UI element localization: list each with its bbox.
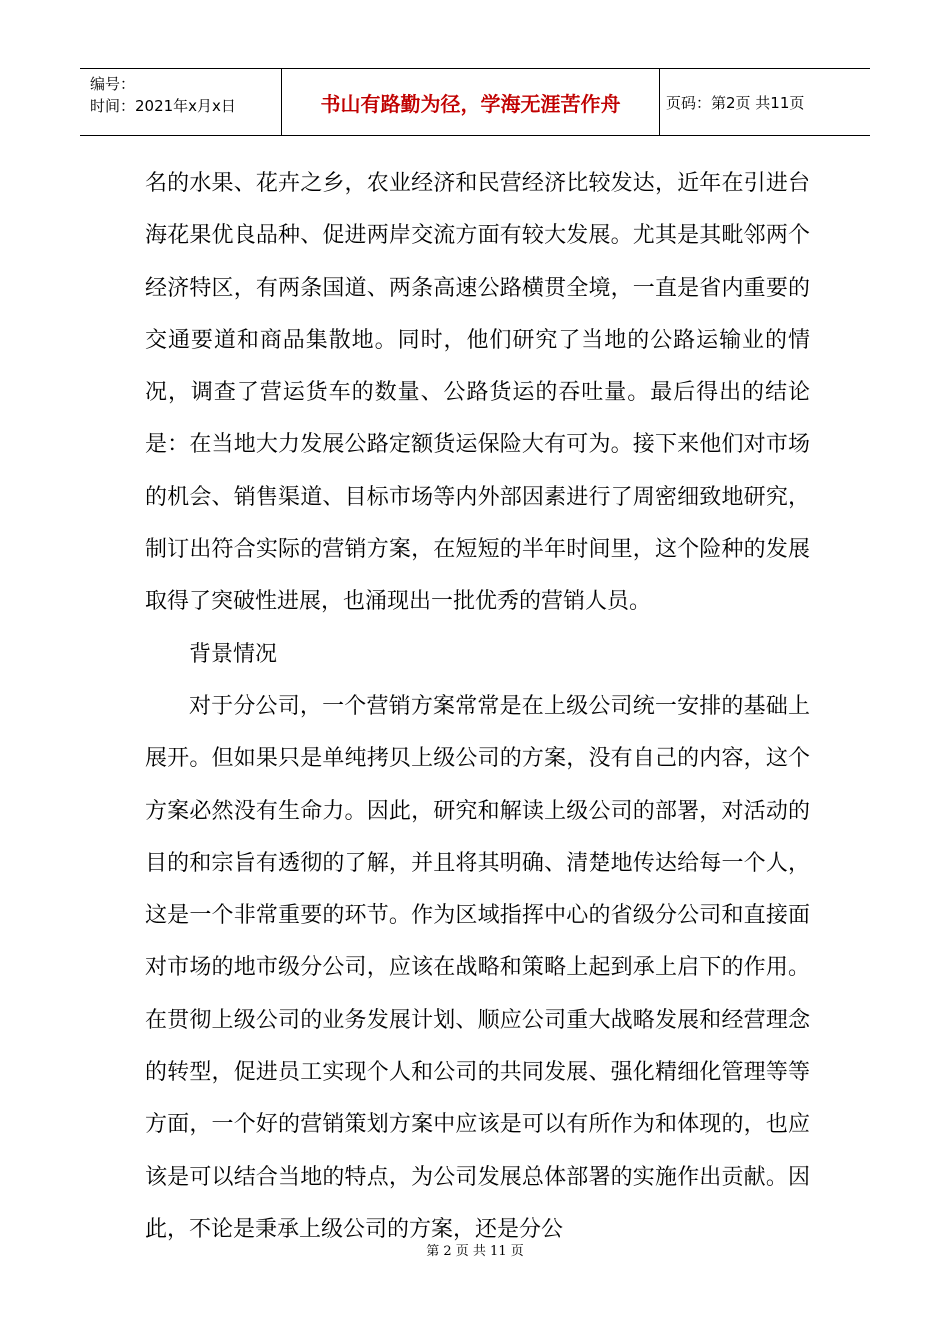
header-meta — [80, 69, 282, 135]
page-footer: 第 2 页 共 11 页 — [426, 1244, 524, 1259]
document-header — [80, 68, 870, 136]
document-body — [145, 158, 810, 1256]
header-motto: 书山有路勤为径，学海无涯苦作舟 — [282, 69, 660, 135]
number-label: 编号： — [90, 75, 136, 93]
paragraph-1: 名的水果、花卉之乡，农业经济和民营经济比较发达，近年在引进台海花果优良品种、促进两岸交流方面有较大发展。尤其是其毗邻两个经济特区，有两条国道、两条高速公路横贯全境，一直是省内重要的交通要道和商品集散地。同时，他们研究了当地的公路运输业的情况，调查了营运货车的数量、公路货运的吞吐量。最后得出的结论是：在当地大力发展公路定额货运保险大有可为。接下来他们对市场的机会、销售渠道、目标市场等内外部因素进行了周密细致地研究，制订出符合实际的营销方案，在短短的半年时间里，这个险种的发展取得了突破性进展，也涌现出一批优秀的营销人员。 — [145, 171, 810, 615]
paragraph-2: 对于分公司，一个营销方案常常是在上级公司统一安排的基础上展开。但如果只是单纯拷贝上级公司的方案，没有自己的内容，这个方案必然没有生命力。因此，研究和解读上级公司的部署，对活动的目的和宗旨有透彻的了解，并且将其明确、清楚地传达给每一个人，这是一个非常重要的环节。作为区域指挥中心的省级分公司和直接面对市场的地市级分公司，应该在战略和策略上起到承上启下的作用。在贯彻上级公司的业务发展计划、顺应公司重大战略发展和经营理念的转型，促进员工实现个人和公司的共同发展、强化精细化管理等等方面，一个好的营销策划方案中应该是可以有所作为和体现的，也应该是可以结合当地的特点，为公司发展总体部署的实施作出贡献。因此，不论是秉承上级公司的方案，还是分公 — [145, 693, 810, 1242]
section-heading: 背景情况 — [189, 641, 278, 667]
date-label: 时间：2021年x月x日 — [90, 97, 236, 115]
header-page-info: 页码：第2页 共11页 — [666, 93, 805, 112]
